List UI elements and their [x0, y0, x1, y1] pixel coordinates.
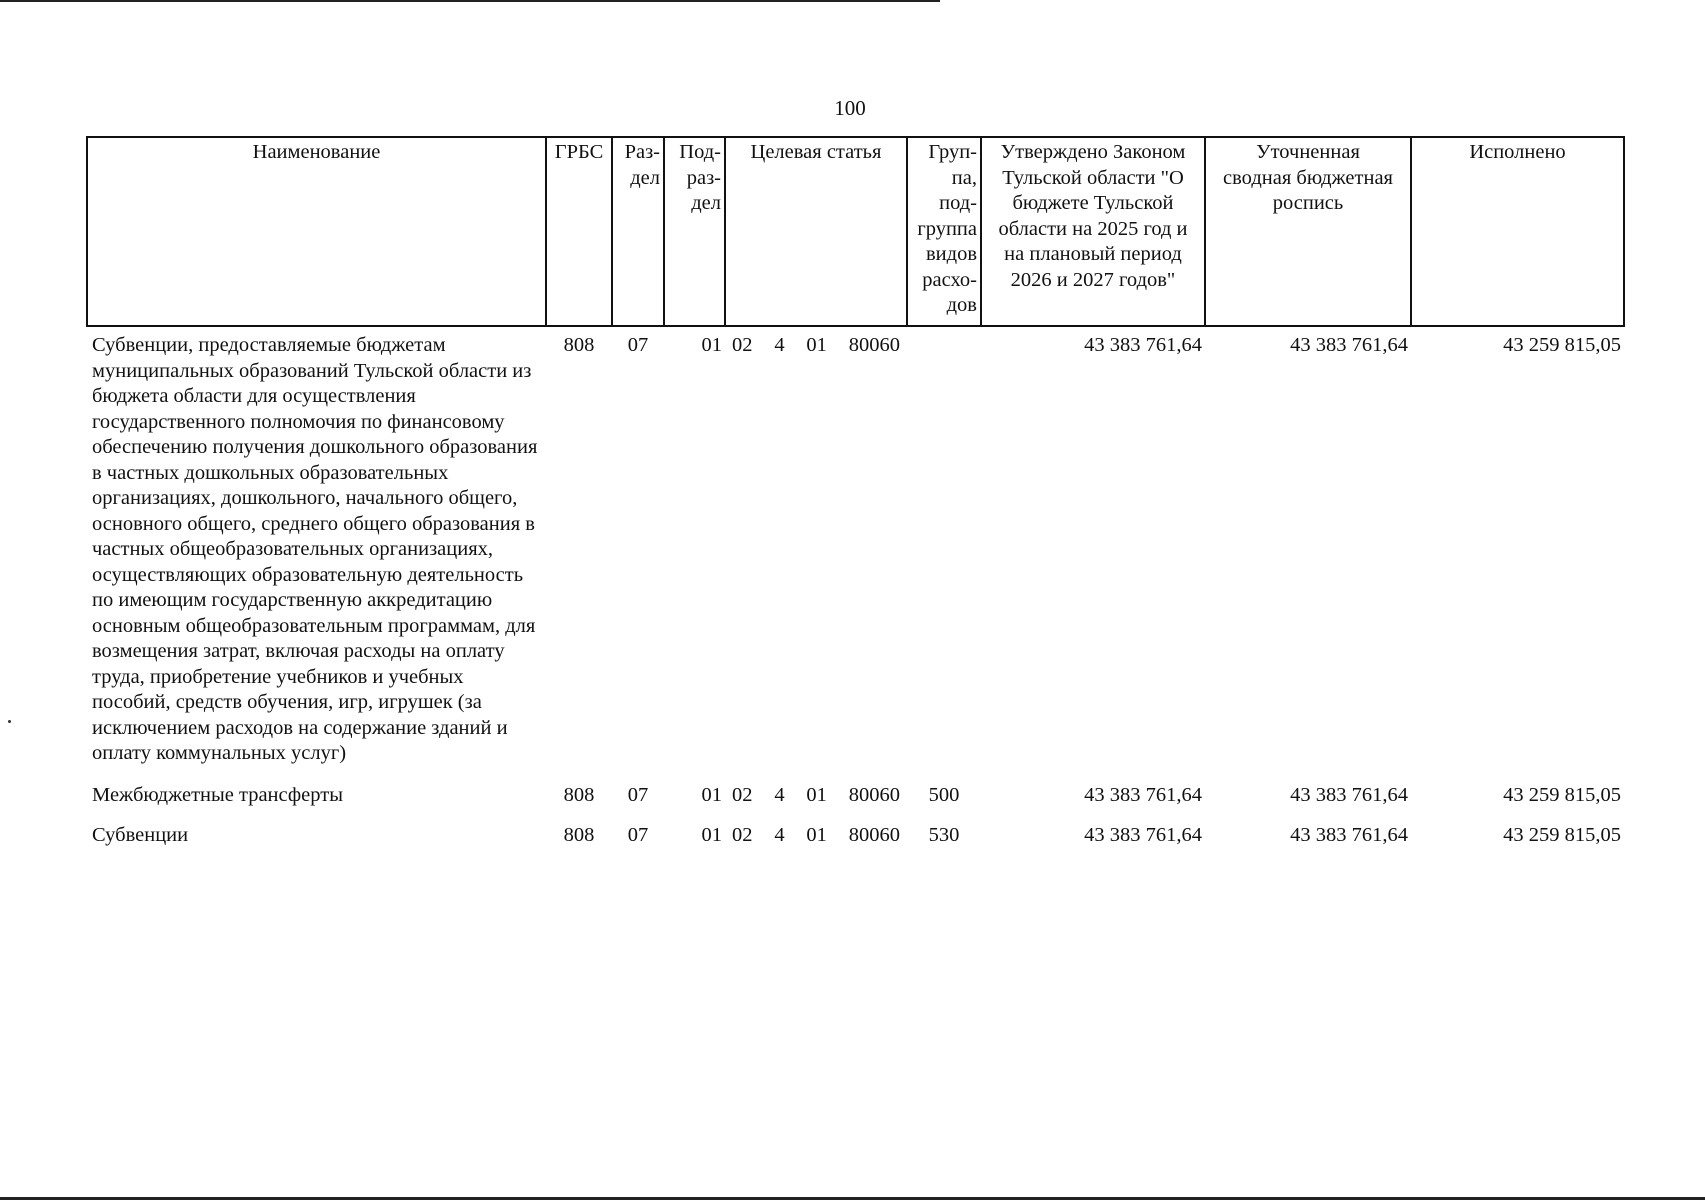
table-row: [87, 767, 1624, 809]
table-row: [87, 326, 1624, 767]
target-subprogram: 4: [774, 783, 785, 806]
table-header-row: [87, 137, 1624, 326]
scan-top-edge: [0, 0, 940, 2]
row-grbs: 808: [563, 334, 595, 356]
row-approved: 43 383 761,64: [1084, 783, 1202, 806]
table-row: [87, 808, 1624, 849]
target-subprogram: 4: [774, 334, 785, 356]
row-approved: 43 383 761,64: [1084, 334, 1202, 356]
row-target: [725, 808, 907, 849]
target-direction: 80060: [848, 783, 900, 806]
target-event: 01: [806, 824, 827, 846]
row-executed: 43 259 815,05: [1503, 824, 1621, 846]
target-program: 02: [732, 783, 753, 806]
header-approved: Утверждено Законом Тульской области "О бюджете Тульской области на 2025 год и на плановый период 2026 и 2027 годов": [981, 137, 1205, 326]
page-number: 100: [834, 96, 866, 120]
row-refined: 43 383 761,64: [1290, 334, 1408, 356]
target-event: 01: [806, 783, 827, 806]
row-razdel: 07: [627, 824, 649, 846]
header-group: Груп- па, под- группа видов расхо- дов: [907, 137, 981, 326]
row-executed: 43 259 815,05: [1503, 783, 1621, 806]
row-razdel: 07: [627, 783, 649, 806]
target-subprogram: 4: [774, 824, 785, 846]
row-grbs: 808: [563, 783, 595, 806]
row-group: 530: [928, 824, 960, 846]
row-name: Межбюджетные трансферты: [92, 783, 343, 806]
row-executed: 43 259 815,05: [1503, 334, 1621, 356]
target-direction: 80060: [848, 824, 900, 846]
budget-table: [86, 136, 1625, 849]
header-target: Целевая статья: [725, 137, 907, 326]
target-direction: 80060: [848, 334, 900, 356]
header-executed: Исполнено: [1411, 137, 1624, 326]
scan-speck: [8, 720, 11, 723]
row-podrazdel: 01: [701, 334, 722, 356]
header-refined: Уточненная сводная бюджетная роспись: [1205, 137, 1411, 326]
row-name: Субвенции, предоставляемые бюджетам муниципальных образований Тульской области из бюджета области для осуществления государственного полномочия по финансовому обеспечению получения дошкольного образования в частных дошкольных образовательных организациях, дошкольного, начального общего, основного общего, среднего общего образования в частных общеобразовательных организациях, осуществляющих образовательную деятельность по имеющим государственную аккредитацию основным общеобразовательным программам, для возмещения затрат, включая расходы на оплату труда, приобретение учебников и учебных пособий, средств обучения, игр, игрушек (за исключением расходов на содержание зданий и оплату коммунальных услуг): [92, 334, 538, 764]
target-event: 01: [806, 334, 827, 356]
row-grbs: 808: [563, 824, 595, 846]
header-name: Наименование: [87, 137, 546, 326]
row-approved: 43 383 761,64: [1084, 824, 1202, 846]
row-razdel: 07: [627, 334, 649, 356]
row-target: [725, 767, 907, 809]
row-group: 500: [928, 783, 960, 806]
row-target: [725, 326, 907, 767]
header-razdel: Раз- дел: [612, 137, 664, 326]
row-group: [907, 326, 981, 767]
target-program: 02: [732, 824, 753, 846]
row-podrazdel: 01: [701, 783, 722, 806]
row-podrazdel: 01: [701, 824, 722, 846]
header-podrazdel: Под- раз- дел: [664, 137, 725, 326]
row-name: Субвенции: [92, 824, 189, 846]
header-grbs: ГРБС: [546, 137, 612, 326]
target-program: 02: [732, 334, 753, 356]
row-refined: 43 383 761,64: [1290, 824, 1408, 846]
row-refined: 43 383 761,64: [1290, 783, 1408, 806]
